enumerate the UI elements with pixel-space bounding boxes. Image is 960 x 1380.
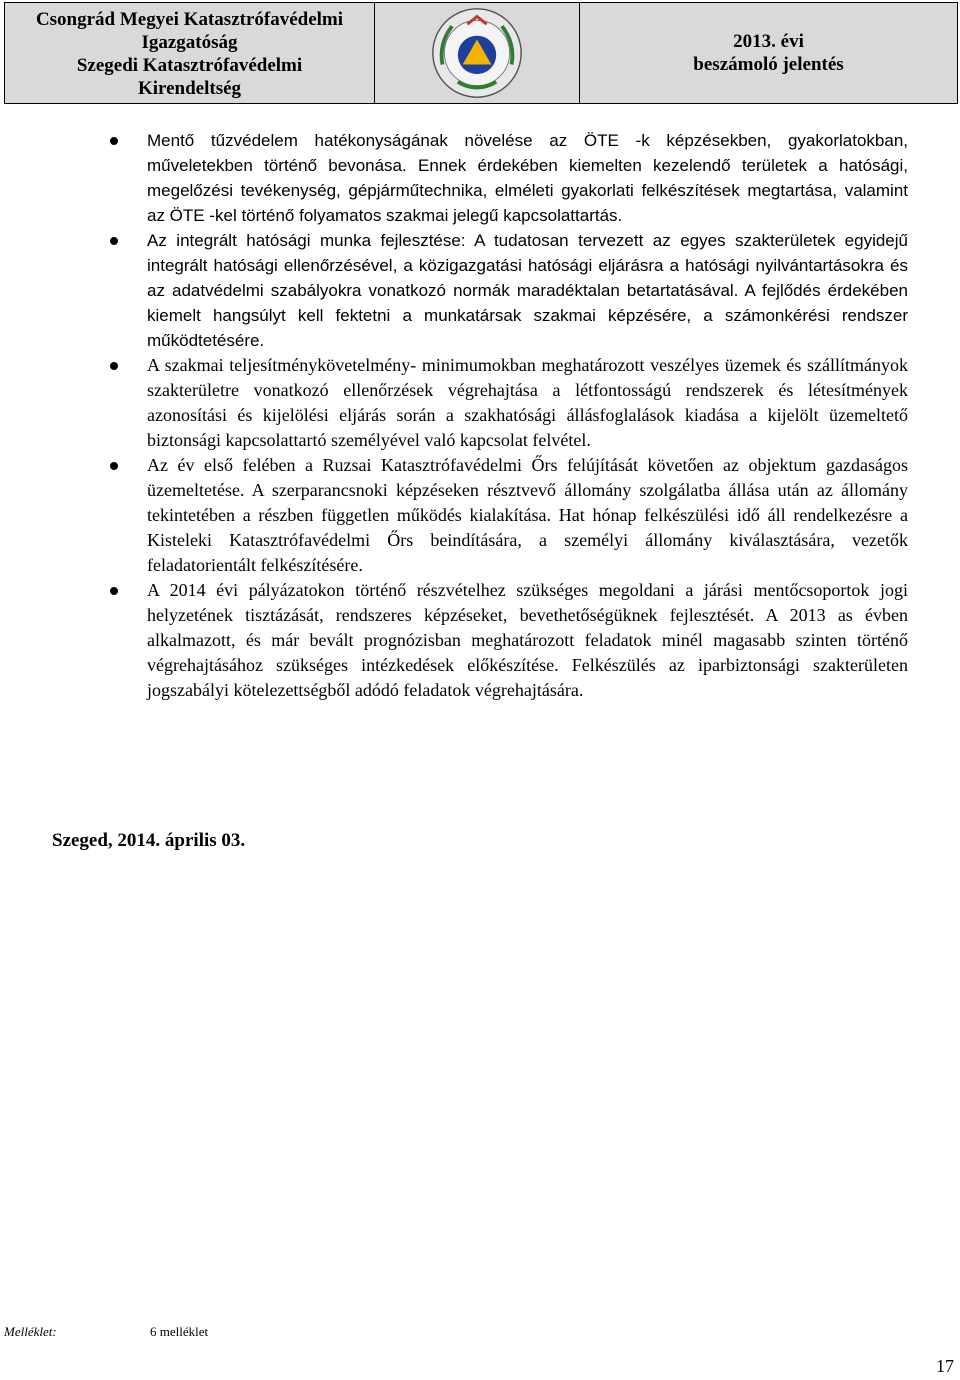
bullet-icon [110,587,118,595]
list-item [110,578,908,703]
bullet-icon [110,362,118,370]
organization-name [5,3,375,103]
attachment-label: Melléklet: [4,1324,57,1339]
emblem-cell [375,3,580,103]
list-item [110,453,908,578]
attachment-value: 6 melléklet [150,1324,209,1339]
disaster-management-emblem-icon [429,5,525,101]
report-type: beszámoló jelentés [693,54,844,75]
attachment-note [4,1324,208,1340]
bullet-icon [110,462,118,470]
org-line: Csongrád Megyei Katasztrófavédelmi [35,9,344,30]
list-item [110,128,908,228]
page-number: 17 [936,1356,954,1376]
list-item-text: Az integrált hatósági munka fejlesztése: A tudatosan tervezett az egyes szakterületek egyidejű integrált hatósági ellenőrzésével, a közigazgatási hatósági eljárásra a hatósági nyilvántartásokra és az adatvédelmi szabályokra vonatkozó normák maradéktalan betartatásával. A fejlődés érdekében kiemelt hangsúlyt kell fektetni a munkatársak szakmai képzésére, a számonkérési rendszer működtetésére. [147,231,908,350]
list-item [110,353,908,453]
list-item [110,228,908,353]
report-title [580,3,957,103]
org-line: Igazgatóság [141,32,238,53]
report-year: 2013. évi [733,31,804,52]
org-line: Kirendeltség [137,78,242,99]
org-line: Szegedi Katasztrófavédelmi [76,55,303,76]
bullet-icon [110,237,118,245]
list-item-text: Az év első felében a Ruzsai Katasztrófavédelmi Őrs felújítását követően az objektum gazdaságos üzemeltetése. A szerparancsnoki képzéseken résztvevő állomány szolgálatba állása után az állomány tekintetében a részben független működés kialakítása. Hat hónap felkészülési idő áll rendelkezésre a Kisteleki Katasztrófavédelmi Őrs beindítására, a személyi állomány kiválasztására, vezetők feladatorientált felkészítésére. [147,455,908,575]
list-item-text: Mentő tűzvédelem hatékonyságának növelése az ÖTE -k képzésekben, gyakorlatokban, műveletekben történő bevonása. Ennek érdekében kiemelten kezelendő területek a hatósági, megelőzési tevékenység, gépjárműtechnika, elméleti gyakorlati felkészítések megtartása, valamint az ÖTE -kel történő folyamatos szakmai jelegű kapcsolattartás. [147,131,908,225]
document-header [4,2,958,104]
bullet-list [110,128,908,703]
bullet-icon [110,137,118,145]
list-item-text: A szakmai teljesítménykövetelmény- minimumokban meghatározott veszélyes üzemek és szállítmányok szakterületre vonatkozó ellenőrzések végrehajtása a létfontosságú rendszerek és létesítmények azonosítási és kijelölési eljárás során a szakhatósági állásfoglalások kiadása a kijelölt üzemeltető biztonsági kapcsolattartó személyével való kapcsolat felvétel. [147,355,908,450]
list-item-text: A 2014 évi pályázatokon történő részvételhez szükséges megoldani a járási mentőcsoportok jogi helyzetének tisztázását, rendszeres képzéseket, bevethetőségüknek fejlesztését. A 2013 as évben alkalmazott, és már bevált prognózisban meghatározott feladatok minél magasabb szinten történő végrehajtásához szükséges intézkedések előkészítése. Felkészülés az iparbiztonsági szakterületen jogszabályi kötelezettségből adódó feladatok végrehajtására. [147,580,908,700]
place-and-date: Szeged, 2014. április 03. [52,830,246,851]
